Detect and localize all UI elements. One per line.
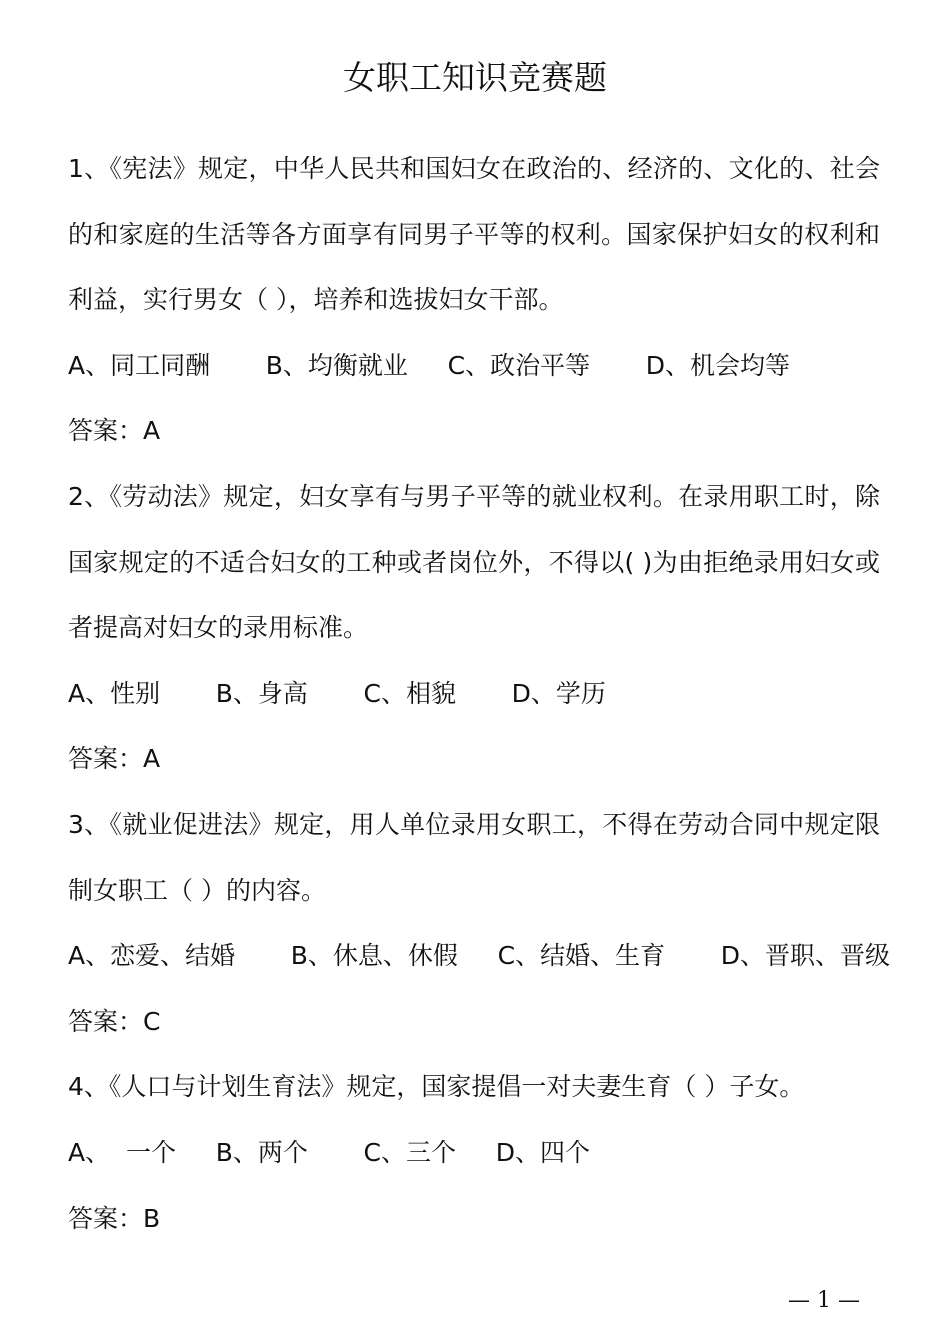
- question-options: A、恋爱、结婚 B、休息、休假 C、结婚、生育 D、晋职、晋级: [68, 941, 890, 971]
- question-1: [68, 136, 880, 464]
- question-options: A、同工同酬 B、均衡就业 C、政治平等 D、机会均等: [68, 350, 790, 380]
- question-4: [68, 1054, 880, 1251]
- page-number: — 1 —: [788, 1288, 860, 1313]
- question-answer: 答案：A: [68, 744, 161, 774]
- question-answer: 答案：B: [68, 1203, 161, 1233]
- document-title: 女职工知识竞赛题: [343, 58, 607, 97]
- question-stem: 4、《人口与计划生育法》规定，国家提倡一对夫妻生育（ ）子女。: [68, 1072, 805, 1102]
- question-answer: 答案：C: [68, 1006, 161, 1036]
- question-stem: 2、《劳动法》规定，妇女享有与男子平等的就业权利。在录用职工时，除国家规定的不适合妇女的工种或者岗位外，不得以( )为由拒绝录用妇女或者提高对妇女的录用标准。: [68, 481, 880, 643]
- question-stem: 1、《宪法》规定，中华人民共和国妇女在政治的、经济的、文化的、社会的和家庭的生活等各方面享有同男子平等的权利。国家保护妇女的权利和利益，实行男女（ ），培养和选拔妇女干部。: [68, 154, 880, 315]
- question-3: [68, 792, 890, 1054]
- question-stem: 3、《就业促进法》规定，用人单位录用女职工，不得在劳动合同中规定限制女职工（ ）的内容。: [68, 809, 880, 905]
- question-answer: 答案：A: [68, 416, 161, 446]
- question-list: [68, 136, 890, 1251]
- question-options: A、 一个 B、两个 C、三个 D、四个: [68, 1137, 590, 1167]
- question-2: [68, 464, 880, 792]
- question-options: A、性别 B、身高 C、相貌 D、学历: [68, 678, 606, 708]
